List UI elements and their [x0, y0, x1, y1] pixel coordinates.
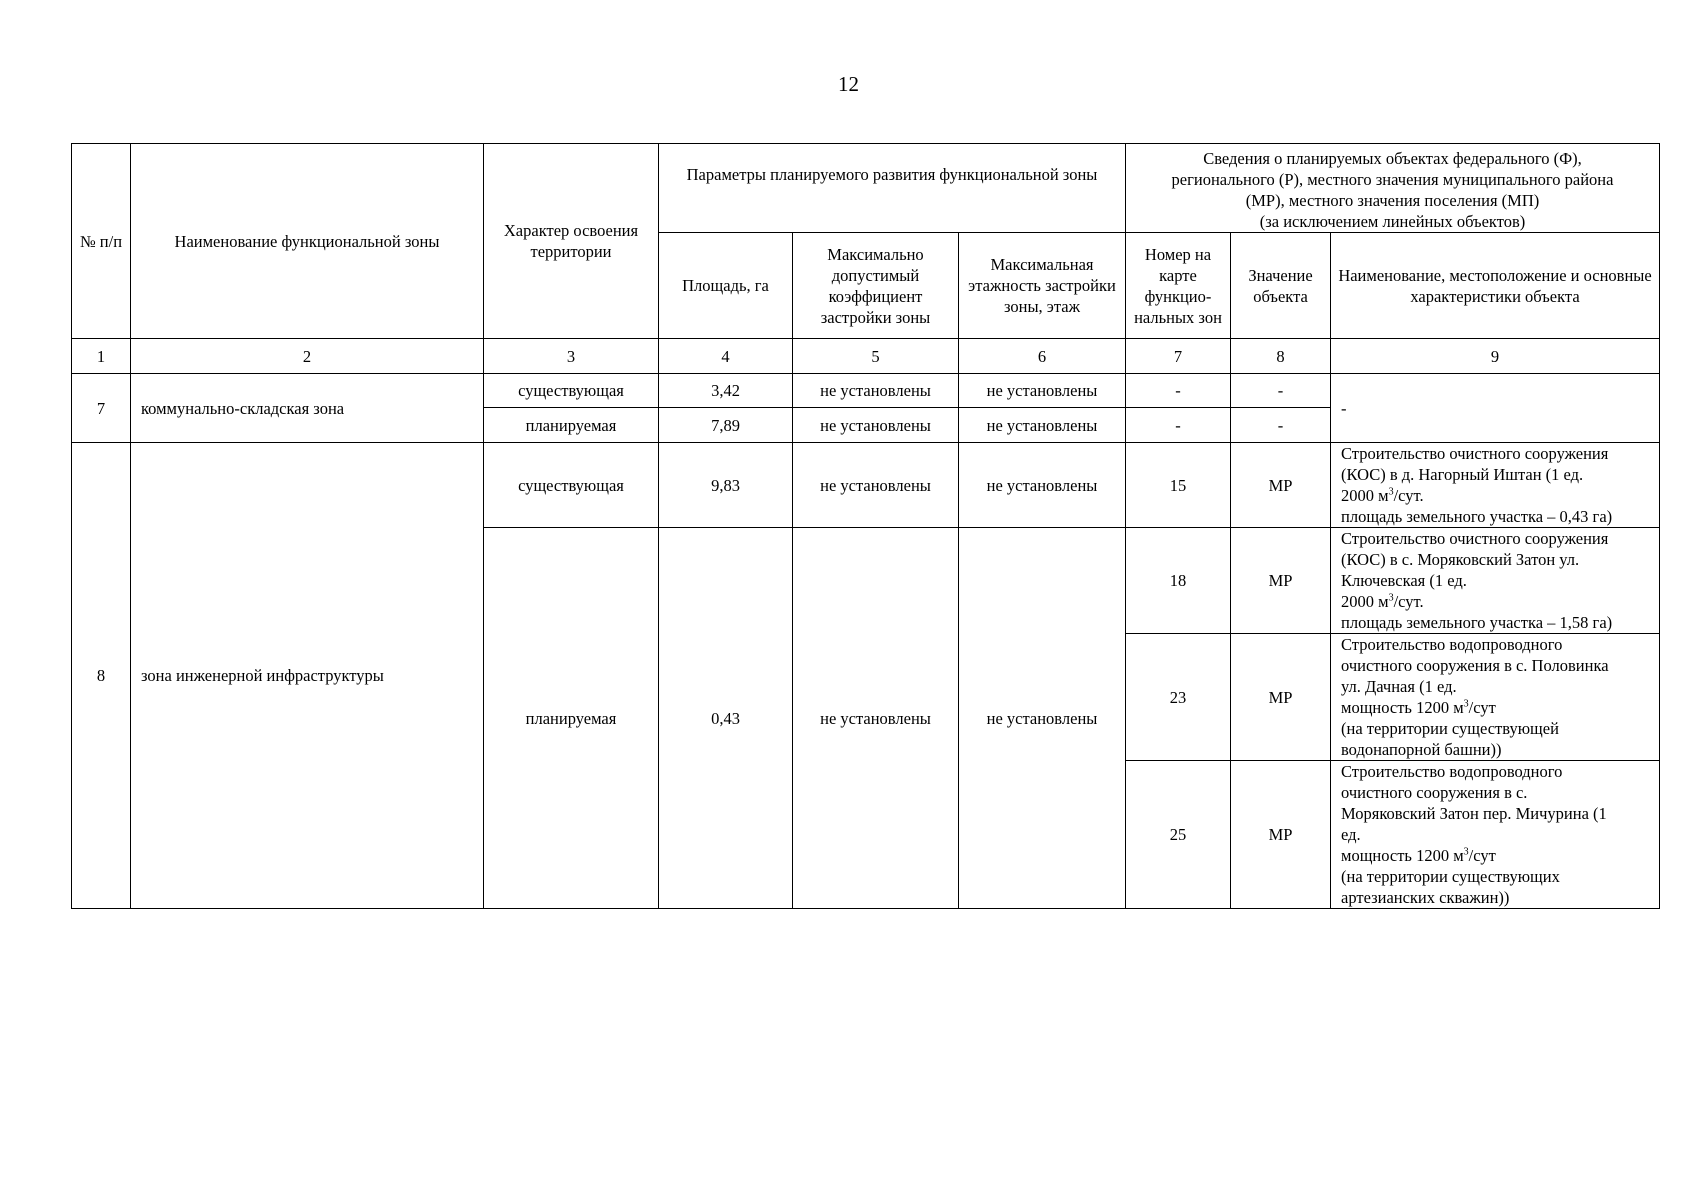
zone-character: планируемая	[484, 528, 659, 909]
object-significance: -	[1231, 408, 1331, 443]
desc-line: 2000 $м^3$/сут.	[1341, 486, 1424, 505]
column-number: 5	[793, 339, 959, 374]
zone-coef: не установлены	[793, 528, 959, 909]
desc-line: (на территории существующих	[1341, 867, 1560, 886]
header-num: № п/п	[72, 144, 131, 339]
desc-line: мощность 1200 $м^3$/сут	[1341, 846, 1496, 865]
header-area: Площадь, га	[659, 233, 793, 339]
header-max-floors: Максимальная этажность застройки зоны, этаж	[959, 233, 1126, 339]
header-map-number: Номер на карте функцио-нальных зон	[1126, 233, 1231, 339]
desc-line: площадь земельного участка – 0,43 га)	[1341, 507, 1613, 526]
desc-line: площадь земельного участка – 1,58 га)	[1341, 613, 1613, 632]
zone-floors: не установлены	[959, 443, 1126, 528]
zone-area: 0,43	[659, 528, 793, 909]
object-description	[1331, 634, 1660, 761]
desc-line: Строительство очистного сооружения	[1341, 529, 1609, 548]
column-number: 7	[1126, 339, 1231, 374]
desc-line: (КОС) в д. Нагорный Иштан (1 ед.	[1341, 465, 1584, 484]
zone-name: коммунально-складская зона	[131, 374, 484, 443]
object-significance: МР	[1231, 528, 1331, 634]
zone-floors: не установлены	[959, 528, 1126, 909]
zone-name: зона инженерной инфраструктуры	[131, 443, 484, 909]
zone-num: 7	[72, 374, 131, 443]
object-significance: МР	[1231, 634, 1331, 761]
header-objects-group	[1126, 144, 1660, 233]
desc-line: очистного сооружения в с.	[1341, 783, 1528, 802]
object-description	[1331, 443, 1660, 528]
header-character: Характер освоения территории	[484, 144, 659, 339]
header-objects-line: Сведения о планируемых объектах федерального (Ф),	[1203, 149, 1582, 168]
zone-floors: не установлены	[959, 374, 1126, 408]
object-map-number: 18	[1126, 528, 1231, 634]
desc-line: ул. Дачная (1 ед.	[1341, 677, 1457, 696]
desc-line: мощность 1200 $м^3$/сут	[1341, 698, 1496, 717]
zone-area: 9,83	[659, 443, 793, 528]
header-object-desc: Наименование, местоположение и основные характеристики объекта	[1331, 233, 1660, 339]
zone-num: 8	[72, 443, 131, 909]
object-description	[1331, 528, 1660, 634]
desc-line: Ключевская (1 ед.	[1341, 571, 1467, 590]
header-objects-line: (за исключением линейных объектов)	[1259, 212, 1526, 231]
zone-character: существующая	[484, 374, 659, 408]
header-objects-line: (МР), местного значения поселения (МП)	[1245, 191, 1540, 210]
desc-line: Моряковский Затон пер. Мичурина (1	[1341, 804, 1607, 823]
object-significance: -	[1231, 374, 1331, 408]
desc-line: артезианских скважин))	[1341, 888, 1510, 907]
header-objects-line: регионального (Р), местного значения муниципального района	[1171, 170, 1614, 189]
zone-coef: не установлены	[793, 443, 959, 528]
header-zone-name: Наименование функциональной зоны	[131, 144, 484, 339]
zone-character: существующая	[484, 443, 659, 528]
zone-floors: не установлены	[959, 408, 1126, 443]
header-significance: Значение объекта	[1231, 233, 1331, 339]
desc-line: водонапорной башни))	[1341, 740, 1502, 759]
desc-line: Строительство водопроводного	[1341, 762, 1563, 781]
column-number: 2	[131, 339, 484, 374]
desc-line: (на территории существующей	[1341, 719, 1559, 738]
object-significance: МР	[1231, 443, 1331, 528]
desc-line: очистного сооружения в с. Половинка	[1341, 656, 1609, 675]
table-row	[72, 374, 1660, 408]
object-map-number: 25	[1126, 761, 1231, 909]
object-map-number: 15	[1126, 443, 1231, 528]
desc-line: Строительство очистного сооружения	[1341, 444, 1609, 463]
desc-line: (КОС) в с. Моряковский Затон ул.	[1341, 550, 1580, 569]
zone-character: планируемая	[484, 408, 659, 443]
zone-coef: не установлены	[793, 374, 959, 408]
column-number: 4	[659, 339, 793, 374]
zone-area: 3,42	[659, 374, 793, 408]
column-number: 1	[72, 339, 131, 374]
object-description: -	[1331, 374, 1660, 443]
zone-coef: не установлены	[793, 408, 959, 443]
object-map-number: 23	[1126, 634, 1231, 761]
column-number: 8	[1231, 339, 1331, 374]
column-number: 3	[484, 339, 659, 374]
desc-line: 2000 $м^3$/сут.	[1341, 592, 1424, 611]
zone-area: 7,89	[659, 408, 793, 443]
page-number: 12	[838, 72, 859, 96]
column-number: 9	[1331, 339, 1660, 374]
header-max-coef: Максимально допустимый коэффициент застройки зоны	[793, 233, 959, 339]
header-params-group: Параметры планируемого развития функциональной зоны	[659, 144, 1126, 233]
object-map-number: -	[1126, 408, 1231, 443]
column-number: 6	[959, 339, 1126, 374]
functional-zones-table	[71, 143, 1660, 909]
object-significance: МР	[1231, 761, 1331, 909]
desc-line: Строительство водопроводного	[1341, 635, 1563, 654]
desc-line: ед.	[1341, 825, 1361, 844]
object-description	[1331, 761, 1660, 909]
table-row	[72, 443, 1660, 528]
object-map-number: -	[1126, 374, 1231, 408]
